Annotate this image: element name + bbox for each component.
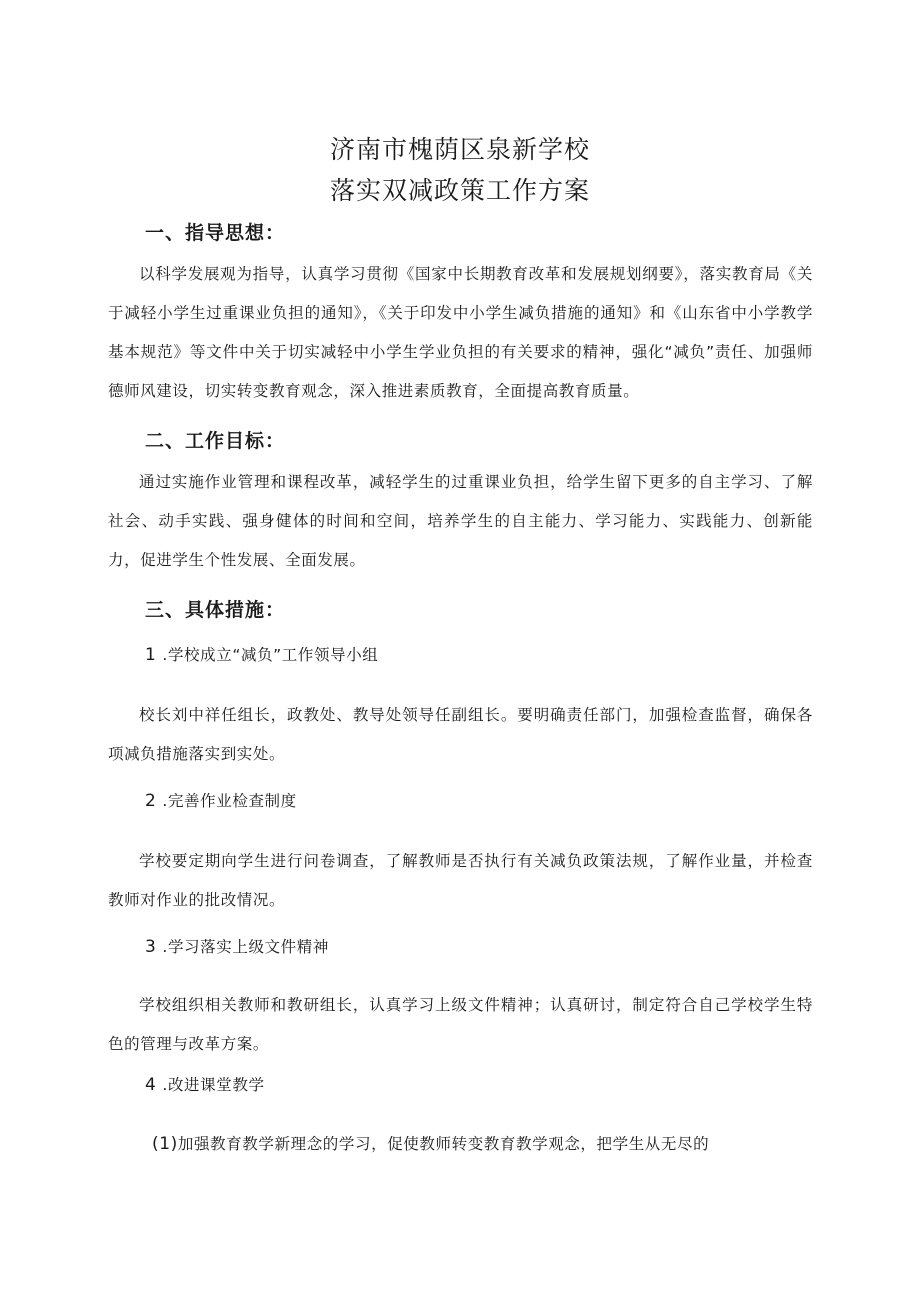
measure-item-title [145,642,378,668]
measure-item-title [145,1072,265,1098]
measure-item-number: 3 [145,937,157,957]
section-heading-specific-measures: 三、具体措施： [145,599,286,621]
measure-item-paragraph: 学校组织相关教师和教研组长，认真学习上级文件精神；认真研讨，制定符合自己学校学生特色的管理与改革方案。 [108,996,813,1053]
measure-item-paragraph: 学校要定期向学生进行问卷调查，了解教师是否执行有关减负政策法规，了解作业量，并检查教师对作业的批改情况。 [108,852,813,909]
measure-item-number: 4 [145,1075,157,1095]
measure-item-title-text: .学校成立“减负”工作领导小组 [162,646,379,664]
document-title-line-2: 落实双减政策工作方案 [329,176,590,205]
section-heading-guiding-ideology: 一、指导思想： [145,222,286,244]
measure-item-title-text: .完善作业检查制度 [162,792,297,810]
section-paragraph-work-goals: 通过实施作业管理和课程改革，减轻学生的过重课业负担，给学生留下更多的自主学习、了解社会、动手实践、强身健体的时间和空间，培养学生的自主能力、学习能力、实践能力、创新能力，促进学生个性发展、全面发展。 [108,473,813,569]
measure-item-number: 2 [145,791,157,811]
measure-subitem-number: (1) [152,1134,178,1154]
section-heading-work-goals: 二、工作目标： [145,430,286,452]
measure-subitem [152,1131,709,1157]
measure-item-title-text: .学习落实上级文件精神 [162,938,329,956]
section-paragraph-guiding-ideology: 以科学发展观为指导，认真学习贯彻《国家中长期教育改革和发展规划纲要》，落实教育局《关于减轻小学生过重课业负担的通知》，《关于印发中小学生减负措施的通知》和《山东省中小学教学基本规范》等文件中关于切实减轻中小学生学业负担的有关要求的精神，强化“减负”责任、加强师德师风建设，切实转变教育观念，深入推进素质教育，全面提高教育质量。 [108,265,813,400]
measure-subitem-text: 加强教育教学新理念的学习，促使教师转变教育教学观念，把学生从无尽的 [177,1135,710,1153]
measure-item-title [145,788,297,814]
measure-item-title-text: .改进课堂教学 [162,1076,265,1094]
measure-item-title [145,934,329,960]
measure-item-paragraph: 校长刘中祥任组长，政教处、教导处领导任副组长。要明确责任部门，加强检查监督，确保各项减负措施落实到实处。 [108,706,813,763]
document-title-line-1: 济南市槐荫区泉新学校 [329,135,590,164]
measure-item-number: 1 [145,645,157,665]
